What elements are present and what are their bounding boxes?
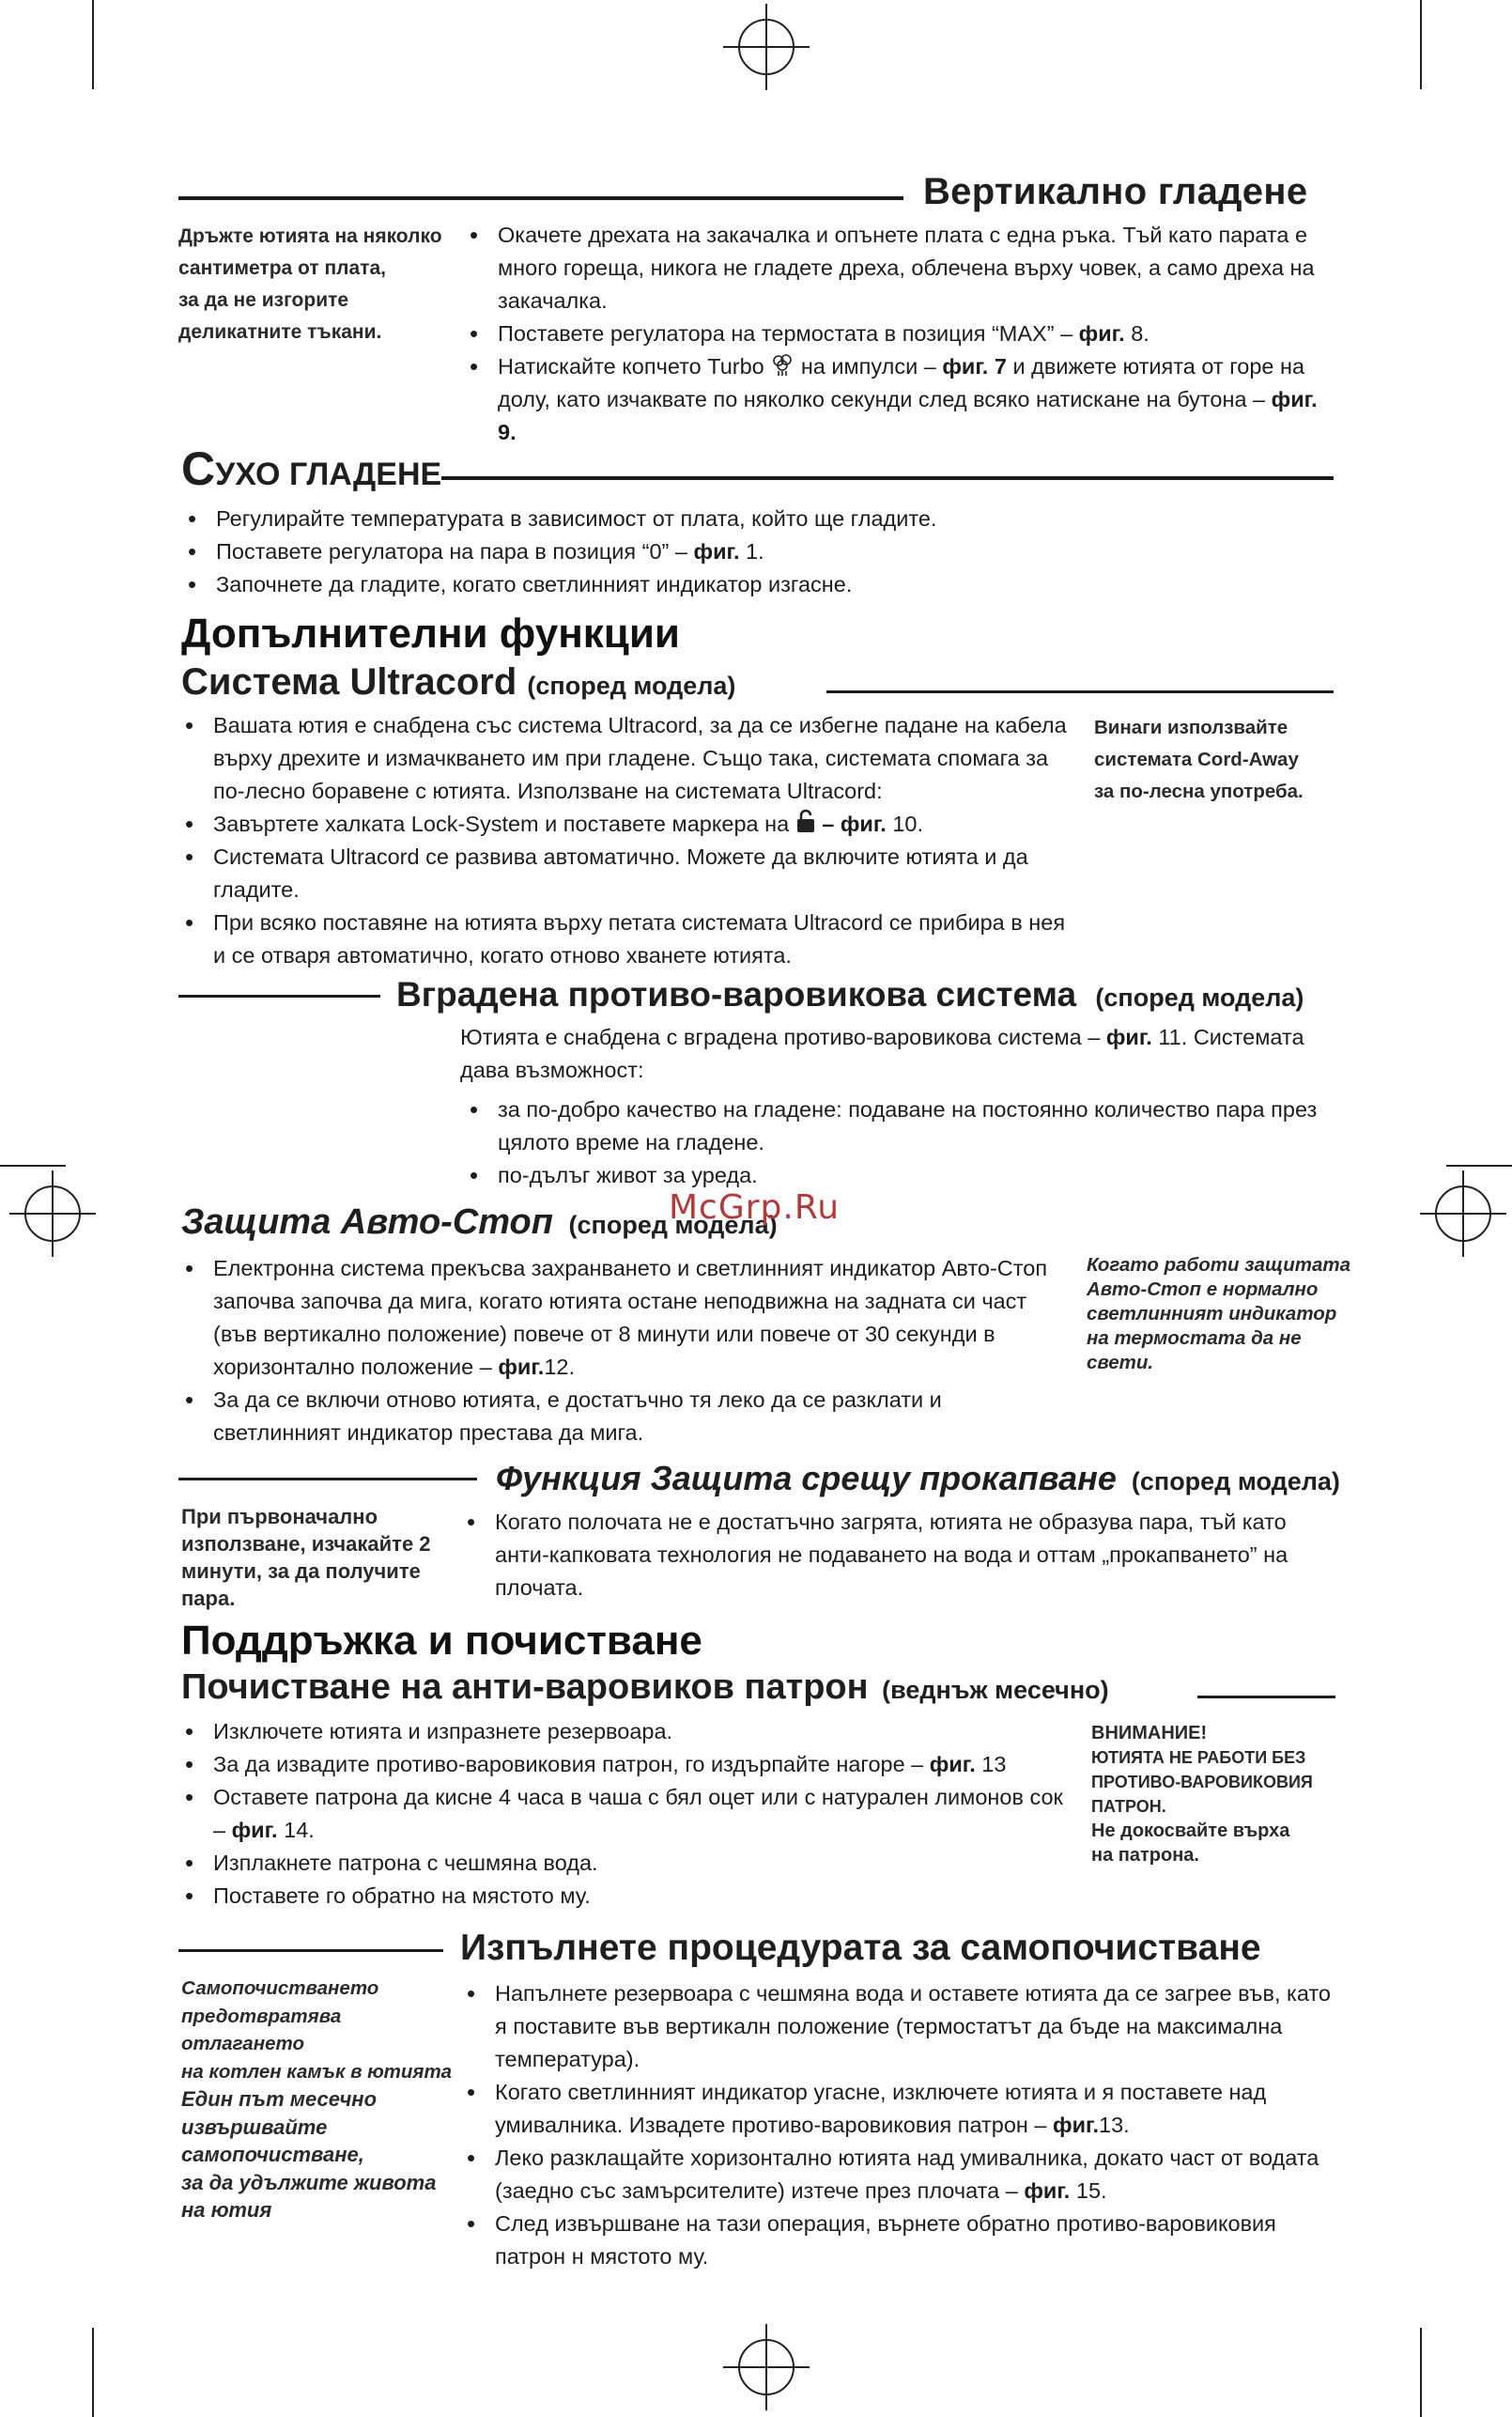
section-rule	[1197, 1696, 1335, 1698]
unlock-icon	[795, 809, 816, 833]
list-item: • Електронна система прекъсва захранването и светлинният индикатор Авто-Стоп започва започва да мига, когато ютията остане неподвижна на задната си част (във вертикално положение) повече от 8 минути или повече от 30 секунди в хоризонтално положение – фиг.12.	[181, 1252, 1073, 1384]
list-item: • Оставете патрона да кисне 4 часа в чаша с бял оцет или с натурален лимонов сок – фиг. 14.	[181, 1781, 1073, 1847]
selfclean-side-note: Самопочистването предотвратява отлагането на котлен камък в ютията Един път месечно извършвайте самопочистване, за да удължите живота на ютия	[181, 1977, 453, 2222]
autostop-side-note: Когато работи защитата Авто-Стоп е нормално светлинният индикатор на термостата да не свети.	[1087, 1254, 1350, 1373]
list-item: • Натискайте копчето Turbo на импулси – фиг. 7 и движете ютията от горе на долу, като изчаквате по няколко секунди след всяко натискане на бутона – фиг. 9.	[466, 350, 1339, 449]
list-item: • За да извадите противо-варовиковия патрон, го издърпайте нагоре – фиг. 13	[181, 1748, 1073, 1781]
section-rule	[178, 1949, 443, 1952]
list-item: • Поставете регулатора на пара в позиция “0” – фиг. 1.	[184, 535, 1339, 568]
drip-side-note: При първоначално използване, изчакайте 2 минути, за да получите пара.	[181, 1505, 431, 1610]
drip-list	[463, 1506, 1341, 1604]
dry-list	[184, 503, 1339, 601]
list-item: • Завъртете халката Lock-System и поставете маркера на – фиг. 10.	[181, 808, 1078, 841]
registration-mark	[738, 19, 795, 75]
section-rule	[178, 196, 903, 200]
crop-mark	[92, 2328, 94, 2417]
selfclean-list	[463, 1977, 1341, 2273]
ultracord-list	[181, 709, 1078, 972]
list-item: • За да се включи отново ютията, е достатъчно тя леко да се разклати и светлинният индикатор престава да мига.	[181, 1384, 1073, 1449]
list-item: • Започнете да гладите, когато светлинният индикатор изгасне.	[184, 568, 1339, 601]
section-rule	[441, 476, 1334, 480]
section-rule	[178, 1478, 477, 1480]
selfclean-title: Изпълнете процедурата за самопочистване	[460, 1928, 1261, 1968]
crop-mark	[1420, 2328, 1422, 2417]
dry-title: СУХО ГЛАДЕНЕ	[181, 442, 442, 495]
registration-mark	[1435, 1185, 1491, 1242]
vertical-side-note: Дръжте ютията на няколко сантиметра от плата, за да не изгорите деликатните тъкани.	[178, 225, 442, 343]
list-item: • по-дълъг живот за уреда.	[466, 1159, 1339, 1192]
list-item: • за по-добро качество на гладене: подаване на постоянно количество пара през цялото време на гладене.	[466, 1093, 1339, 1159]
warning-note: ВНИМАНИЕ! ЮТИЯТА НЕ РАБОТИ БЕЗ ПРОТИВО-ВАРОВИКОВИЯ ПАТРОН. Не докосвайте върха на патрона.	[1091, 1723, 1313, 1866]
list-item: • Когато полочата не е достатъчно загрята, ютията не образува пара, тъй като анти-капковата технология не подаването на вода и оттам „прокапването” на плочата.	[463, 1506, 1341, 1604]
list-item: • Когато светлинният индикатор угасне, изключете ютията и я поставете над умивалника. Извадете противо-варовиковия патрон – фиг.13.	[463, 2076, 1341, 2142]
turbo-steam-icon	[770, 352, 795, 377]
list-item: • Изплакнете патрона с чешмяна вода.	[181, 1847, 1073, 1880]
vertical-list	[466, 219, 1339, 449]
section-rule	[826, 690, 1334, 693]
cartridge-list	[181, 1715, 1073, 1913]
list-item: • Изключете ютията и изпразнете резервоара.	[181, 1715, 1073, 1748]
registration-mark	[738, 2339, 795, 2395]
autostop-list	[181, 1252, 1073, 1449]
antiscale-list	[466, 1093, 1339, 1192]
list-item: • При всяко поставяне на ютията върху петата системата Ultracord се прибира в нея и се отваря автоматично, когато отново хванете ютията.	[181, 906, 1078, 972]
ultracord-side-note: Винаги използвайте системата Cord-Away за по-лесна употреба.	[1094, 717, 1304, 802]
list-item: • Напълнете резервоара с чешмяна вода и оставете ютията да се загрее във, като я поставите във вертикалн положение (термостатът да бъде на максимална температура).	[463, 1977, 1341, 2076]
list-item: • Вашата ютия е снабдена със система Ultracord, за да се избегне падане на кабела върху дрехите и измачкването им при гладене. Също така, системата спомага за по-лесно боравене с ютията. Използване на системата Ultracord:	[181, 709, 1078, 808]
list-item: • След извършване на тази операция, върнете обратно противо-варовиковия патрон н мястото му.	[463, 2208, 1341, 2273]
list-item: • Поставете регулатора на термостата в позиция “MAX” – фиг. 8.	[466, 318, 1339, 350]
antiscale-paragraph: Ютията е снабдена с вградена противо-варовикова система – фиг. 11. Системата дава възможност:	[460, 1025, 1304, 1082]
watermark: McGrp.Ru	[669, 1188, 841, 1227]
list-item: • Регулирайте температурата в зависимост от плата, който ще гладите.	[184, 503, 1339, 535]
list-item: • Окачете дрехата на закачалка и опънете плата с една ръка. Тъй като парата е много гореща, никога не гладете дреха, облечена върху човек, а само дреха на закачалка.	[466, 219, 1339, 318]
crop-mark	[1420, 0, 1422, 89]
crop-mark	[92, 0, 94, 89]
list-item: • Поставете го обратно на мястото му.	[181, 1880, 1073, 1913]
vertical-title: Вертикално гладене	[923, 171, 1308, 212]
maintenance-title: Поддръжка и почистване	[181, 1618, 702, 1664]
section-rule	[178, 995, 380, 998]
crop-mark	[0, 1165, 66, 1167]
antiscale-title: Вградена противо-варовикова система (според модела)	[396, 975, 1304, 1014]
autostop-title: Защита Авто-Стоп (според модела)	[181, 1202, 778, 1242]
extra-title: Допълнителни функции	[181, 611, 680, 657]
drip-title: Функция Защита срещу прокапване (според модела)	[496, 1459, 1340, 1497]
crop-mark	[1446, 1165, 1512, 1167]
cartridge-title: Почистване на анти-варовиков патрон (веднъж месечно)	[181, 1667, 1109, 1707]
ultracord-title: Система Ultracord (според модела)	[181, 661, 736, 703]
registration-mark	[24, 1185, 81, 1242]
list-item: • Леко разклащайте хоризонтално ютията над умивалника, докато част от водата (заедно със замърсителите) изтече през плочата – фиг. 15.	[463, 2142, 1341, 2208]
list-item: • Системата Ultracord се развива автоматично. Можете да включите ютията и да гладите.	[181, 841, 1078, 906]
